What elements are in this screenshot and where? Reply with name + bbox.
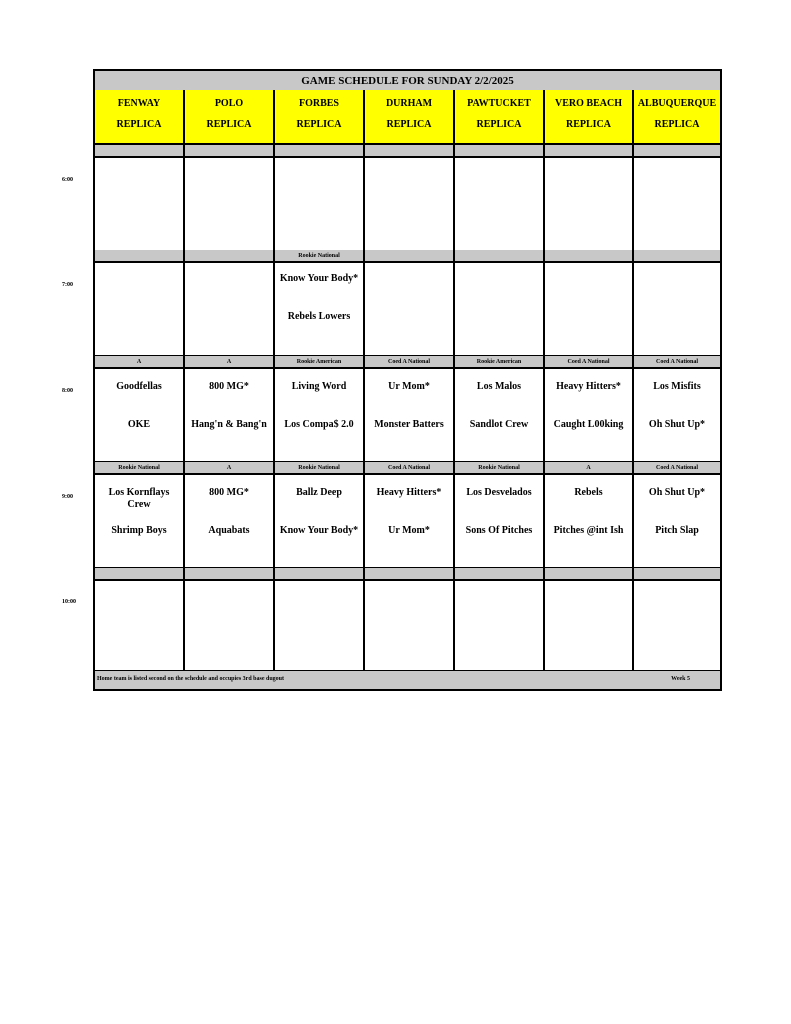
division-label: [455, 250, 545, 261]
week-label: Week 5: [671, 676, 690, 682]
game-cell: [455, 475, 545, 567]
game-cell: [185, 158, 275, 250]
away-team: [137, 273, 141, 301]
home-team: Monster Batters: [374, 419, 444, 430]
game-cell: [365, 581, 455, 670]
away-team: [407, 593, 411, 621]
field-name: FENWAY: [117, 98, 161, 109]
away-team: Los Kornflays Crew: [108, 487, 170, 510]
field-name: FORBES: [298, 98, 339, 109]
home-team: [407, 311, 411, 337]
time-slot-row: [95, 581, 720, 672]
division-label: [185, 568, 275, 579]
time-label: 10:00: [62, 599, 76, 605]
field-sub: REPLICA: [386, 119, 432, 130]
away-team: [497, 170, 501, 198]
game-cell: [275, 158, 365, 250]
home-team: [227, 208, 231, 234]
home-team: Rebels Lowers: [287, 311, 351, 322]
home-team: Los Compa$ 2.0: [284, 419, 354, 430]
away-team: Los Malos: [476, 381, 522, 392]
game-cell: [185, 475, 275, 567]
field-header: [634, 90, 720, 143]
division-label: [185, 250, 275, 261]
home-team: [587, 631, 591, 657]
game-cell: [455, 581, 545, 670]
game-cell: [275, 369, 365, 461]
game-cell: [455, 158, 545, 250]
away-team: Goodfellas: [116, 381, 162, 392]
division-label: [634, 568, 720, 579]
game-cell: [634, 475, 720, 567]
away-team: [227, 593, 231, 621]
game-cell: [95, 263, 185, 355]
home-team: Hang'n & Bang'n: [191, 419, 267, 430]
division-label: A: [185, 462, 275, 473]
division-label: [275, 568, 365, 579]
division-band: [95, 145, 720, 158]
field-name: PAWTUCKET: [467, 98, 531, 109]
home-team: Sons Of Pitches: [465, 525, 533, 536]
away-team: [587, 170, 591, 198]
division-label: Rookie American: [455, 356, 545, 367]
away-team: Ur Mom*: [388, 381, 430, 392]
field-sub: REPLICA: [296, 119, 342, 130]
field-header: [95, 90, 185, 143]
home-team: [407, 631, 411, 657]
time-label: 6:00: [62, 177, 73, 183]
away-team: [317, 593, 321, 621]
home-team: [137, 311, 141, 337]
division-label: [95, 568, 185, 579]
away-team: Heavy Hitters*: [556, 381, 621, 392]
away-team: Know Your Body*: [279, 273, 359, 284]
field-sub: REPLICA: [476, 119, 522, 130]
game-cell: [455, 369, 545, 461]
footer-note: Home team is listed second on the schedule and occupies 3rd base dugout: [97, 676, 285, 682]
home-team: [407, 208, 411, 234]
away-team: Rebels: [574, 487, 603, 498]
away-team: [675, 273, 679, 301]
away-team: [497, 593, 501, 621]
game-cell: [185, 369, 275, 461]
time-slot-row: [95, 263, 720, 357]
home-team: Shrimp Boys: [111, 525, 167, 536]
away-team: [587, 273, 591, 301]
footer-row: [95, 671, 720, 689]
away-team: [497, 273, 501, 301]
game-cell: [95, 158, 185, 250]
division-label: [275, 145, 365, 156]
field-sub: REPLICA: [116, 119, 162, 130]
home-team: [317, 208, 321, 234]
home-team: Sandlot Crew: [469, 419, 529, 430]
field-sub: REPLICA: [565, 119, 611, 130]
home-team: [227, 631, 231, 657]
division-label: [95, 145, 185, 156]
away-team: [227, 170, 231, 198]
time-slot-row: [95, 158, 720, 252]
field-sub: REPLICA: [206, 119, 252, 130]
field-header: [455, 90, 545, 143]
game-cell: [634, 369, 720, 461]
home-team: Pitches @int Ish: [553, 525, 624, 536]
home-team: Caught L00king: [553, 419, 624, 430]
field-header: [545, 90, 634, 143]
division-label: [634, 145, 720, 156]
home-team: [675, 311, 679, 337]
game-cell: [95, 581, 185, 670]
home-team: [227, 311, 231, 337]
home-team: Know Your Body*: [279, 525, 359, 536]
field-header: [185, 90, 275, 143]
home-team: [497, 631, 501, 657]
division-label: Rookie American: [275, 356, 365, 367]
division-label: [455, 145, 545, 156]
game-cell: [545, 263, 634, 355]
home-team: OKE: [127, 419, 151, 430]
away-team: [407, 273, 411, 301]
game-cell: [455, 263, 545, 355]
home-team: [137, 631, 141, 657]
division-label: A: [185, 356, 275, 367]
field-name: ALBUQUERQUE: [637, 98, 717, 109]
division-label: Coed A National: [655, 464, 698, 471]
away-team: [227, 273, 231, 301]
game-cell: [545, 369, 634, 461]
time-label: 8:00: [62, 388, 73, 394]
game-cell: [545, 581, 634, 670]
away-team: [675, 170, 679, 198]
game-cell: [545, 475, 634, 567]
away-team: [137, 170, 141, 198]
division-band: [95, 250, 720, 263]
game-cell: [95, 369, 185, 461]
division-label: A: [545, 462, 634, 473]
field-name: VERO BEACH: [555, 98, 622, 109]
game-cell: [634, 158, 720, 250]
away-team: [317, 170, 321, 198]
division-band: [95, 462, 720, 475]
time-label: 7:00: [62, 282, 73, 288]
game-cell: [185, 263, 275, 355]
home-team: Pitch Slap: [655, 525, 699, 536]
home-team: Oh Shut Up*: [648, 419, 706, 430]
division-label: A: [95, 356, 185, 367]
division-label: Coed A National: [655, 358, 698, 365]
home-team: Ur Mom*: [388, 525, 430, 536]
division-band: [95, 356, 720, 369]
field-name: DURHAM: [385, 98, 433, 109]
field-header: [365, 90, 455, 143]
division-label: [365, 145, 455, 156]
division-label: Coed A National: [365, 356, 455, 367]
away-team: Living Word: [291, 381, 347, 392]
division-label: [545, 250, 634, 261]
home-team: [675, 631, 679, 657]
away-team: Ballz Deep: [296, 487, 342, 498]
home-team: Aquabats: [208, 525, 250, 536]
division-label: [545, 145, 634, 156]
game-cell: [275, 475, 365, 567]
away-team: [587, 593, 591, 621]
home-team: [137, 208, 141, 234]
away-team: [137, 593, 141, 621]
division-label: Rookie National: [275, 250, 365, 261]
schedule-table: [93, 69, 722, 691]
division-label: [545, 568, 634, 579]
away-team: 800 MG*: [209, 487, 249, 498]
away-team: Oh Shut Up*: [648, 487, 706, 498]
time-slot-row: [95, 369, 720, 463]
division-label: Coed A National: [365, 462, 455, 473]
division-label: Rookie National: [95, 462, 185, 473]
division-label: [455, 568, 545, 579]
home-team: [317, 631, 321, 657]
time-column: [0, 0, 94, 700]
game-cell: [634, 263, 720, 355]
division-label: Rookie National: [275, 462, 365, 473]
away-team: 800 MG*: [209, 381, 249, 392]
schedule-title: GAME SCHEDULE FOR SUNDAY 2/2/2025: [95, 71, 720, 92]
division-label: Coed A National: [545, 356, 634, 367]
home-team: [497, 311, 501, 337]
division-label: Rookie National: [455, 462, 545, 473]
away-team: Los Desvelados: [466, 487, 532, 498]
home-team: [675, 208, 679, 234]
game-cell: [365, 475, 455, 567]
away-team: Los Misfits: [653, 381, 701, 392]
field-header-row: [95, 90, 720, 145]
home-team: [497, 208, 501, 234]
division-band: [95, 568, 720, 581]
away-team: [407, 170, 411, 198]
game-cell: [365, 263, 455, 355]
away-team: [675, 593, 679, 621]
field-sub: REPLICA: [654, 119, 700, 130]
game-cell: [634, 581, 720, 670]
away-team: Heavy Hitters*: [376, 487, 442, 498]
division-label: [365, 250, 455, 261]
division-label: [185, 145, 275, 156]
game-cell: [365, 158, 455, 250]
field-name: POLO: [214, 98, 244, 109]
field-header: [275, 90, 365, 143]
division-label: [95, 250, 185, 261]
time-label: 9:00: [62, 494, 73, 500]
time-slot-row: [95, 475, 720, 569]
division-label: [634, 250, 720, 261]
game-cell: [95, 475, 185, 567]
game-cell: [275, 263, 365, 355]
game-cell: [275, 581, 365, 670]
game-cell: [545, 158, 634, 250]
division-label: [365, 568, 455, 579]
home-team: [587, 208, 591, 234]
home-team: [587, 311, 591, 337]
game-cell: [365, 369, 455, 461]
game-cell: [185, 581, 275, 670]
